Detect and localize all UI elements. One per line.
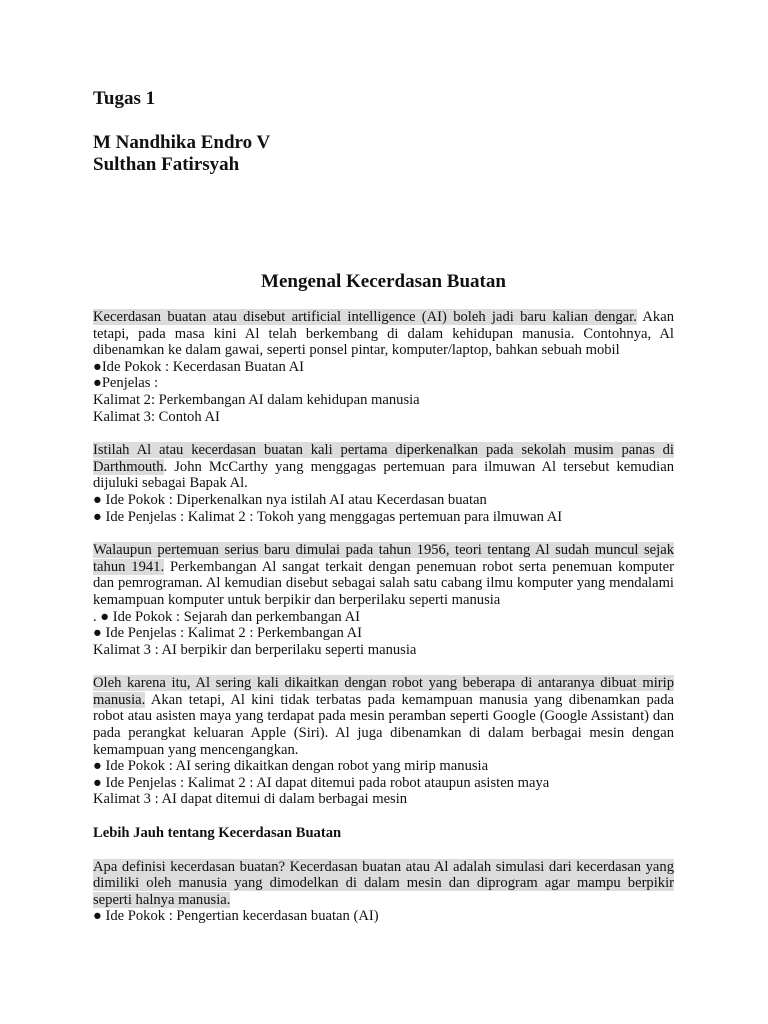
paragraph-2 bbox=[93, 442, 674, 525]
paragraph-body: Perkembangan Al sangat terkait dengan penemuan robot serta penemuan komputer dan pemrograman. Al kemudian disebut sebagai salah satu cabang ilmu komputer yang mendalami kemampuan komputer untuk berpikir dan berperilaku seperti manusia bbox=[93, 558, 674, 608]
paragraph-5 bbox=[93, 859, 674, 925]
paragraph-3-text bbox=[93, 542, 674, 608]
paragraph-body: Akan tetapi, Al kini tidak terbatas pada kemampuan manusia yang dibenamkan pada robot atau asisten maya yang terdapat pada mesin peramban seperti Google (Google Assistant) dan pada perangkat keluaran Apple (Siri). Al juga dibenamkan di dalam berbagai mesin dengan kemampuan yang mencengangkan. bbox=[93, 691, 674, 758]
paragraph-2-text bbox=[93, 442, 674, 492]
highlighted-sentence: Oleh karena itu, Al sering kali dikaitkan dengan robot yang beberapa di antaranya dibuat mirip manusia. bbox=[93, 675, 674, 708]
paragraph-1 bbox=[93, 309, 674, 425]
task-heading: Tugas 1 bbox=[93, 88, 156, 109]
main-idea-line: ● Ide Pokok : AI sering dikaitkan dengan robot yang mirip manusia bbox=[93, 758, 489, 775]
paragraph-5-text bbox=[93, 859, 674, 909]
paragraph-body: Akan tetapi, pada masa kini Al telah berkembang di dalam kehidupan manusia. Contohnya, Al dibenamkan ke dalam gawai, seperti ponsel pintar, komputer/laptop, bahkan sebuah mobil bbox=[93, 309, 674, 359]
main-idea-line: . ● Ide Pokok : Sejarah dan perkembangan AI bbox=[93, 608, 360, 625]
main-idea-line: ● Ide Pokok : Diperkenalkan nya istilah AI atau Kecerdasan buatan bbox=[93, 491, 487, 508]
highlighted-sentence: Apa definisi kecerdasan buatan? Kecerdasan buatan atau Al adalah simulasi dari kecerdasan yang dimiliki oleh manusia yang dimodelkan di dalam mesin dan diprogram agar mampu berpikir seperti halnya manusia. bbox=[93, 858, 674, 908]
highlighted-sentence: Istilah Al atau kecerdasan buatan kali pertama diperkenalkan pada sekolah musim panas di Darthmouth bbox=[93, 442, 674, 475]
sentence-2-line: Kalimat 2: Perkembangan AI dalam kehidupan manusia bbox=[93, 391, 420, 408]
main-idea-line: ●Ide Pokok : Kecerdasan Buatan AI bbox=[93, 358, 305, 375]
sentence-3-line: Kalimat 3 : AI dapat ditemui di dalam berbagai mesin bbox=[93, 791, 408, 808]
supporting-idea-line: ● Ide Penjelas : Kalimat 2 : Perkembangan AI bbox=[93, 625, 363, 642]
supporting-idea-line: ● Ide Penjelas : Kalimat 2 : AI dapat ditemui pada robot ataupun asisten maya bbox=[93, 774, 550, 791]
section-subheading: Lebih Jauh tentang Kecerdasan Buatan bbox=[93, 825, 342, 842]
author-name-1: M Nandhika Endro V bbox=[93, 132, 271, 153]
paragraph-1-text bbox=[93, 309, 674, 359]
supporting-idea-line: ● Ide Penjelas : Kalimat 2 : Tokoh yang menggagas pertemuan para ilmuwan AI bbox=[93, 508, 563, 525]
main-idea-line: ● Ide Pokok : Pengertian kecerdasan buatan (AI) bbox=[93, 908, 379, 925]
document-content bbox=[93, 88, 674, 925]
paragraph-4 bbox=[93, 675, 674, 808]
paragraph-body: . John McCarthy yang menggagas pertemuan para ilmuwan Al tersebut kemudian dijuluki sebagai Bapak Al. bbox=[93, 458, 674, 492]
author-names bbox=[93, 132, 674, 176]
sentence-3-line: Kalimat 3 : AI berpikir dan berperilaku seperti manusia bbox=[93, 641, 417, 658]
document-title: Mengenal Kecerdasan Buatan bbox=[261, 271, 506, 292]
author-name-2: Sulthan Fatirsyah bbox=[93, 154, 240, 175]
sentence-3-line: Kalimat 3: Contoh AI bbox=[93, 408, 220, 425]
supporting-label-line: ●Penjelas : bbox=[93, 375, 159, 392]
highlighted-sentence: Kecerdasan buatan atau disebut artificial intelligence (AI) boleh jadi baru kalian dengar. bbox=[93, 309, 637, 325]
paragraph-4-text bbox=[93, 675, 674, 758]
highlighted-sentence: Walaupun pertemuan serius baru dimulai pada tahun 1956, teori tentang Al sudah muncul sejak tahun 1941. bbox=[93, 542, 674, 575]
paragraph-3 bbox=[93, 542, 674, 658]
